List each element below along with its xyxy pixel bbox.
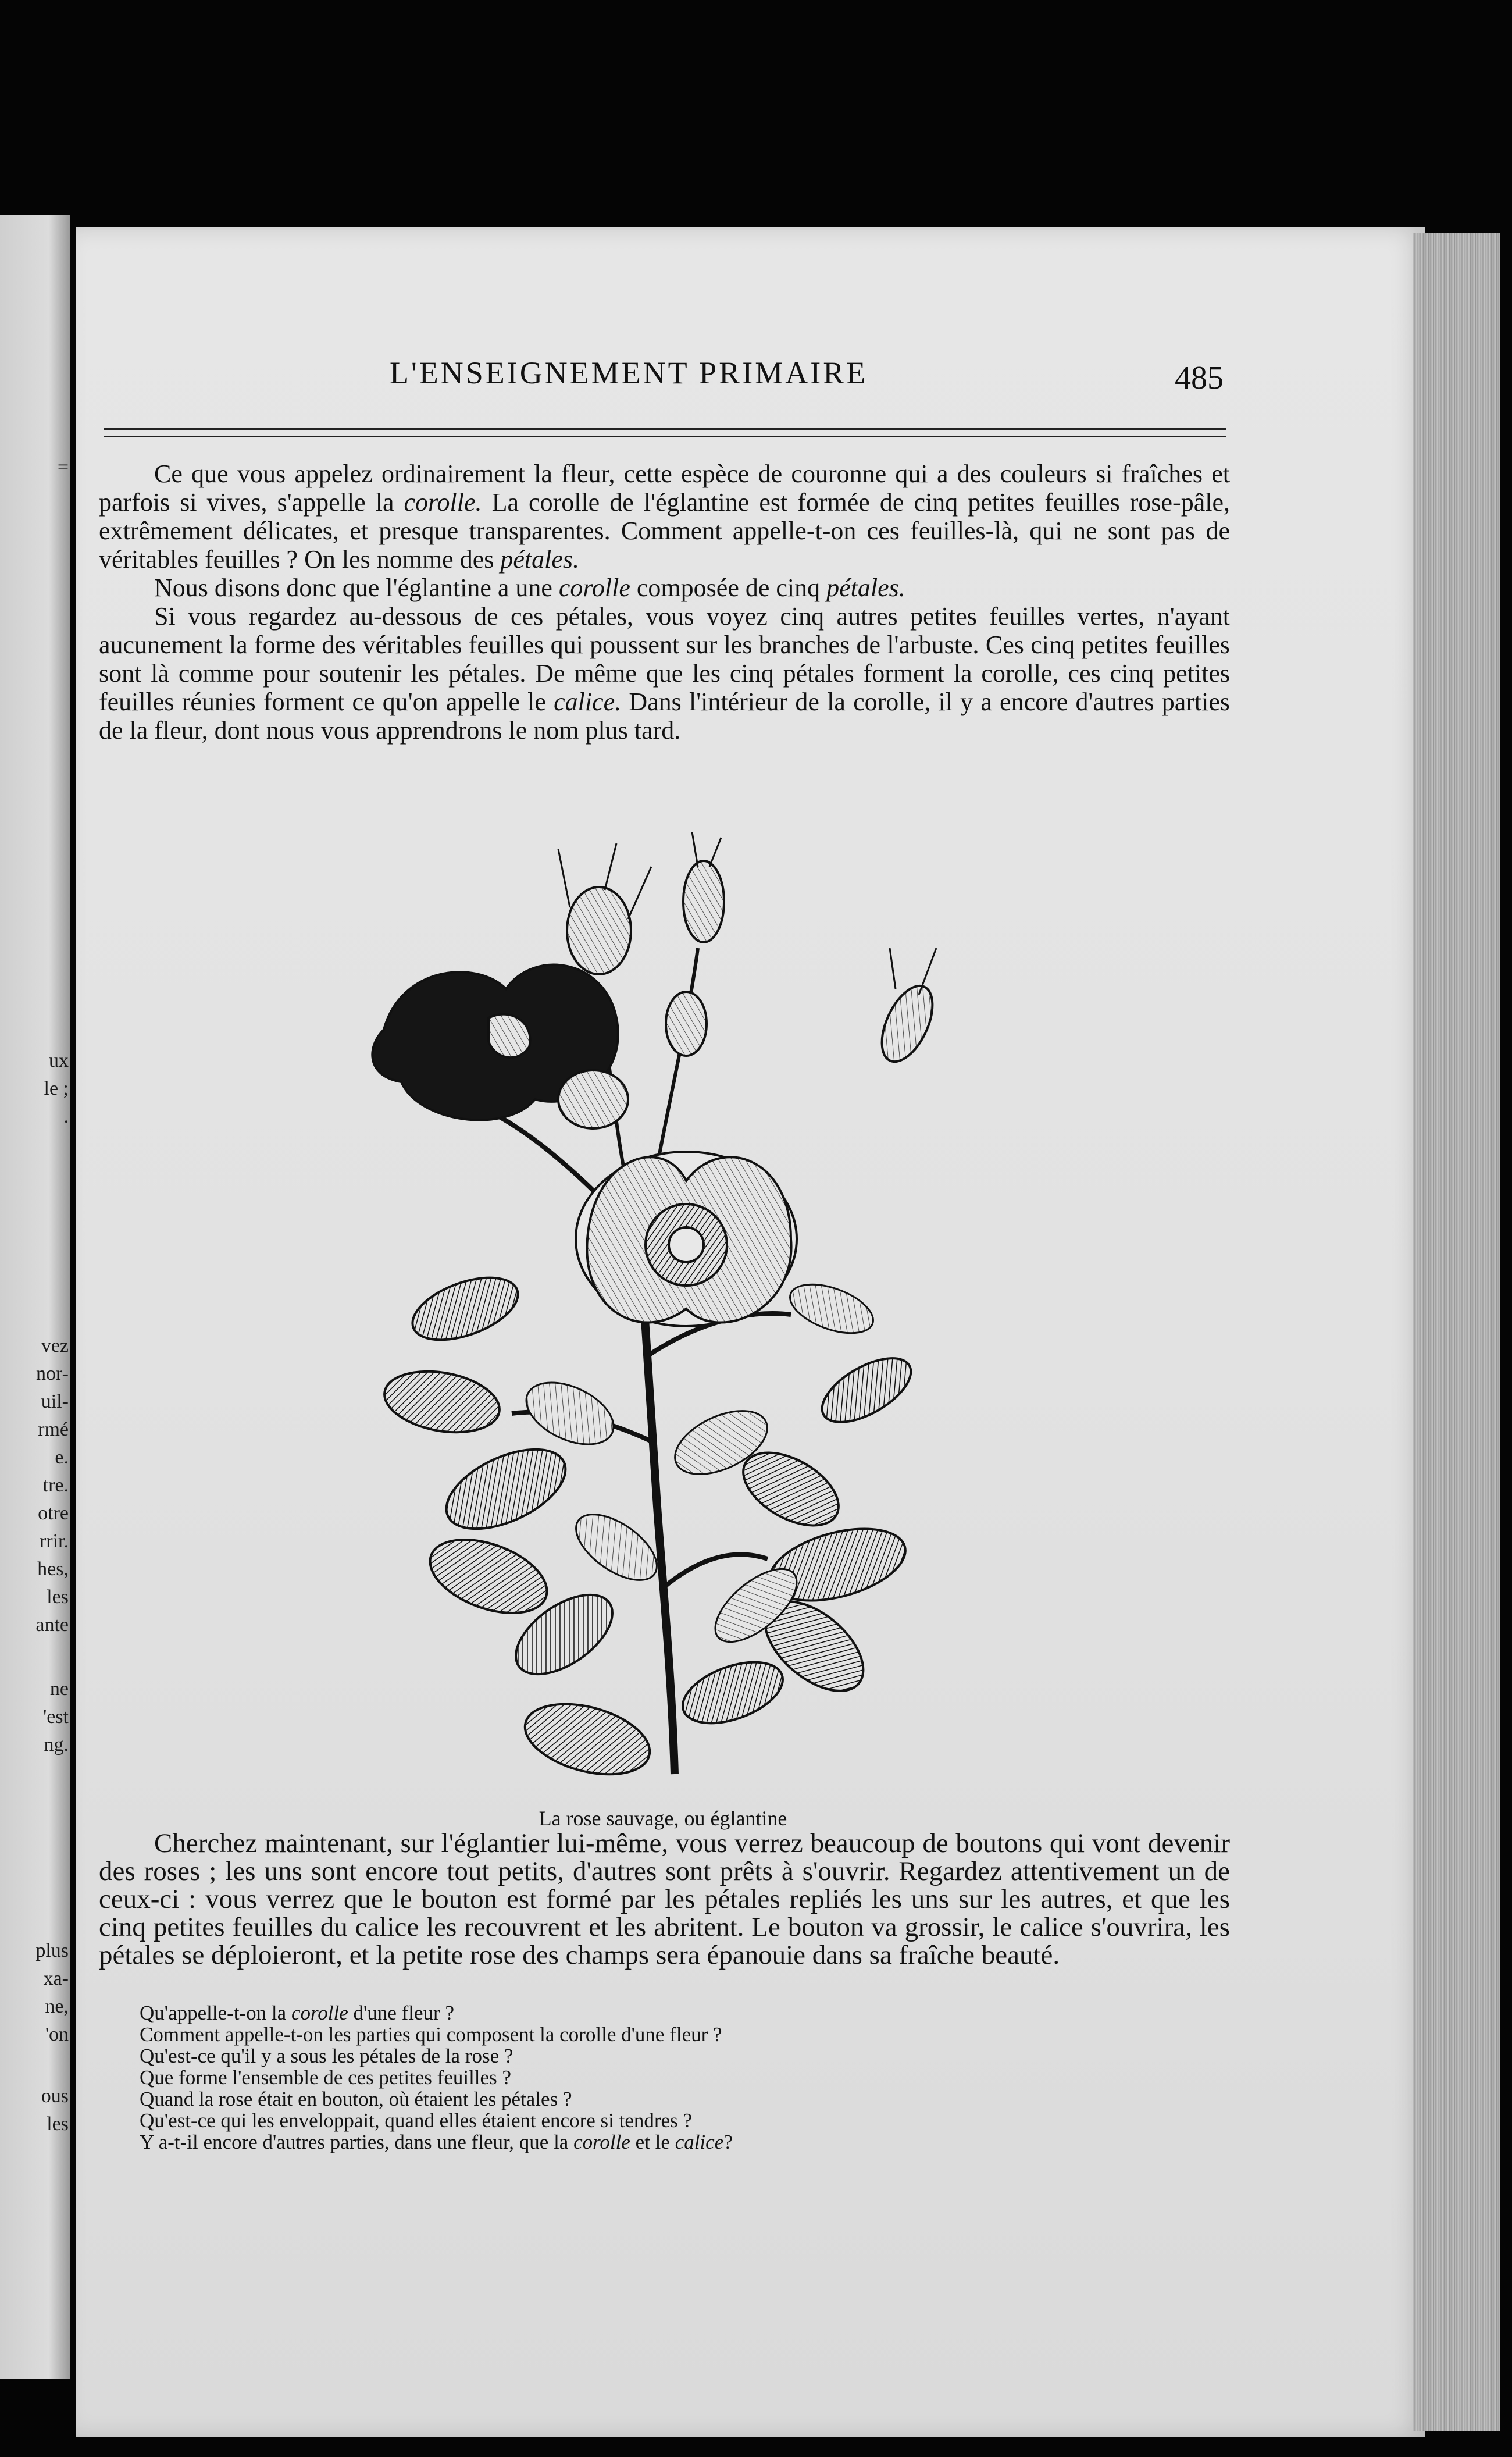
question: Comment appelle-t-on les parties qui composent la corolle d'une fleur ?	[140, 2023, 722, 2046]
question: Qu'appelle-t-on la corolle d'une fleur ?	[140, 2002, 454, 2024]
body-text-bottom	[99, 1829, 1230, 1969]
left-page-fragment: =	[57, 457, 69, 478]
left-page-fragment: ous les	[41, 2085, 69, 2135]
wild-rose-illustration	[314, 832, 1012, 1797]
question-list	[140, 2002, 1186, 2153]
figure-caption: La rose sauvage, ou églantine	[539, 1807, 787, 1830]
paragraph: Si vous regardez au-dessous de ces pétales, vous voyez cinq autres petites feuilles vertes, n'ayant aucunement la forme des véritables feuilles qui poussent sur les branches de l'arbuste. Ces cinq petites feuilles sont là comme pour soutenir les pétales. De même que les cinq pétales forment la corolle, ces cinq petites feuilles réunies forment ce qu'on appelle le calice. Dans l'intérieur de la corolle, il y a encore d'autres parties de la fleur, dont nous vous apprendrons le nom plus tard.	[99, 602, 1230, 745]
paragraph: Nous disons donc que l'églantine a une corolle composée de cinq pétales.	[154, 574, 905, 602]
left-page-strip	[0, 215, 70, 2379]
page-edges	[1413, 233, 1500, 2431]
question: Qu'est-ce qu'il y a sous les pétales de la rose ?	[140, 2045, 513, 2067]
page-number: 485	[1175, 360, 1224, 396]
body-text-top	[99, 460, 1230, 745]
running-title: L'ENSEIGNEMENT PRIMAIRE	[390, 355, 868, 390]
paragraph: Cherchez maintenant, sur l'églantier lui-même, vous verrez beaucoup de boutons qui vont devenir des roses ; les uns sont encore tout petits, d'autres sont prêts à s'ouvrir. Regardez attentivement un de ceux-ci : vous verrez que le bouton est formé par les pétales repliés les uns sur les autres, et que les cinq petites feuilles du calice les recouvrent et les abritent. Le bouton va grossir, le calice s'ouvrira, les pétales se déploieront, et la petite rose des champs sera épanouie dans sa fraîche beauté.	[99, 1828, 1230, 1970]
paragraph: Ce que vous appelez ordinairement la fleur, cette espèce de couronne qui a des couleurs si fraîches et parfois si vives, s'appelle la corolle. La corolle de l'églantine est formée de cinq petites feuilles rose-pâle, extrêmement délicates, et presque transparentes. Comment appelle-t-on ces feuilles-là, qui ne sont pas de véritables feuilles ? On les nomme des pétales.	[99, 460, 1230, 574]
left-page-fragment: ux le ; .	[44, 1050, 69, 1127]
header-rule	[104, 428, 1226, 430]
question: Y a-t-il encore d'autres parties, dans une fleur, que la corolle et le calice?	[140, 2131, 733, 2153]
left-page-fragment: ne 'est ng.	[43, 1678, 69, 1755]
left-page-fragment: vez nor- uil- rmé e. tre. otre rrir. hes, les ante	[35, 1335, 69, 1636]
question: Que forme l'ensemble de ces petites feuilles ?	[140, 2066, 511, 2089]
question: Quand la rose était en bouton, où étaient les pétales ?	[140, 2088, 572, 2110]
header-rule-thin	[104, 436, 1226, 437]
question: Qu'est-ce qui les enveloppait, quand elles étaient encore si tendres ?	[140, 2109, 692, 2132]
left-page-fragment: plus xa- ne, 'on	[35, 1940, 69, 2045]
